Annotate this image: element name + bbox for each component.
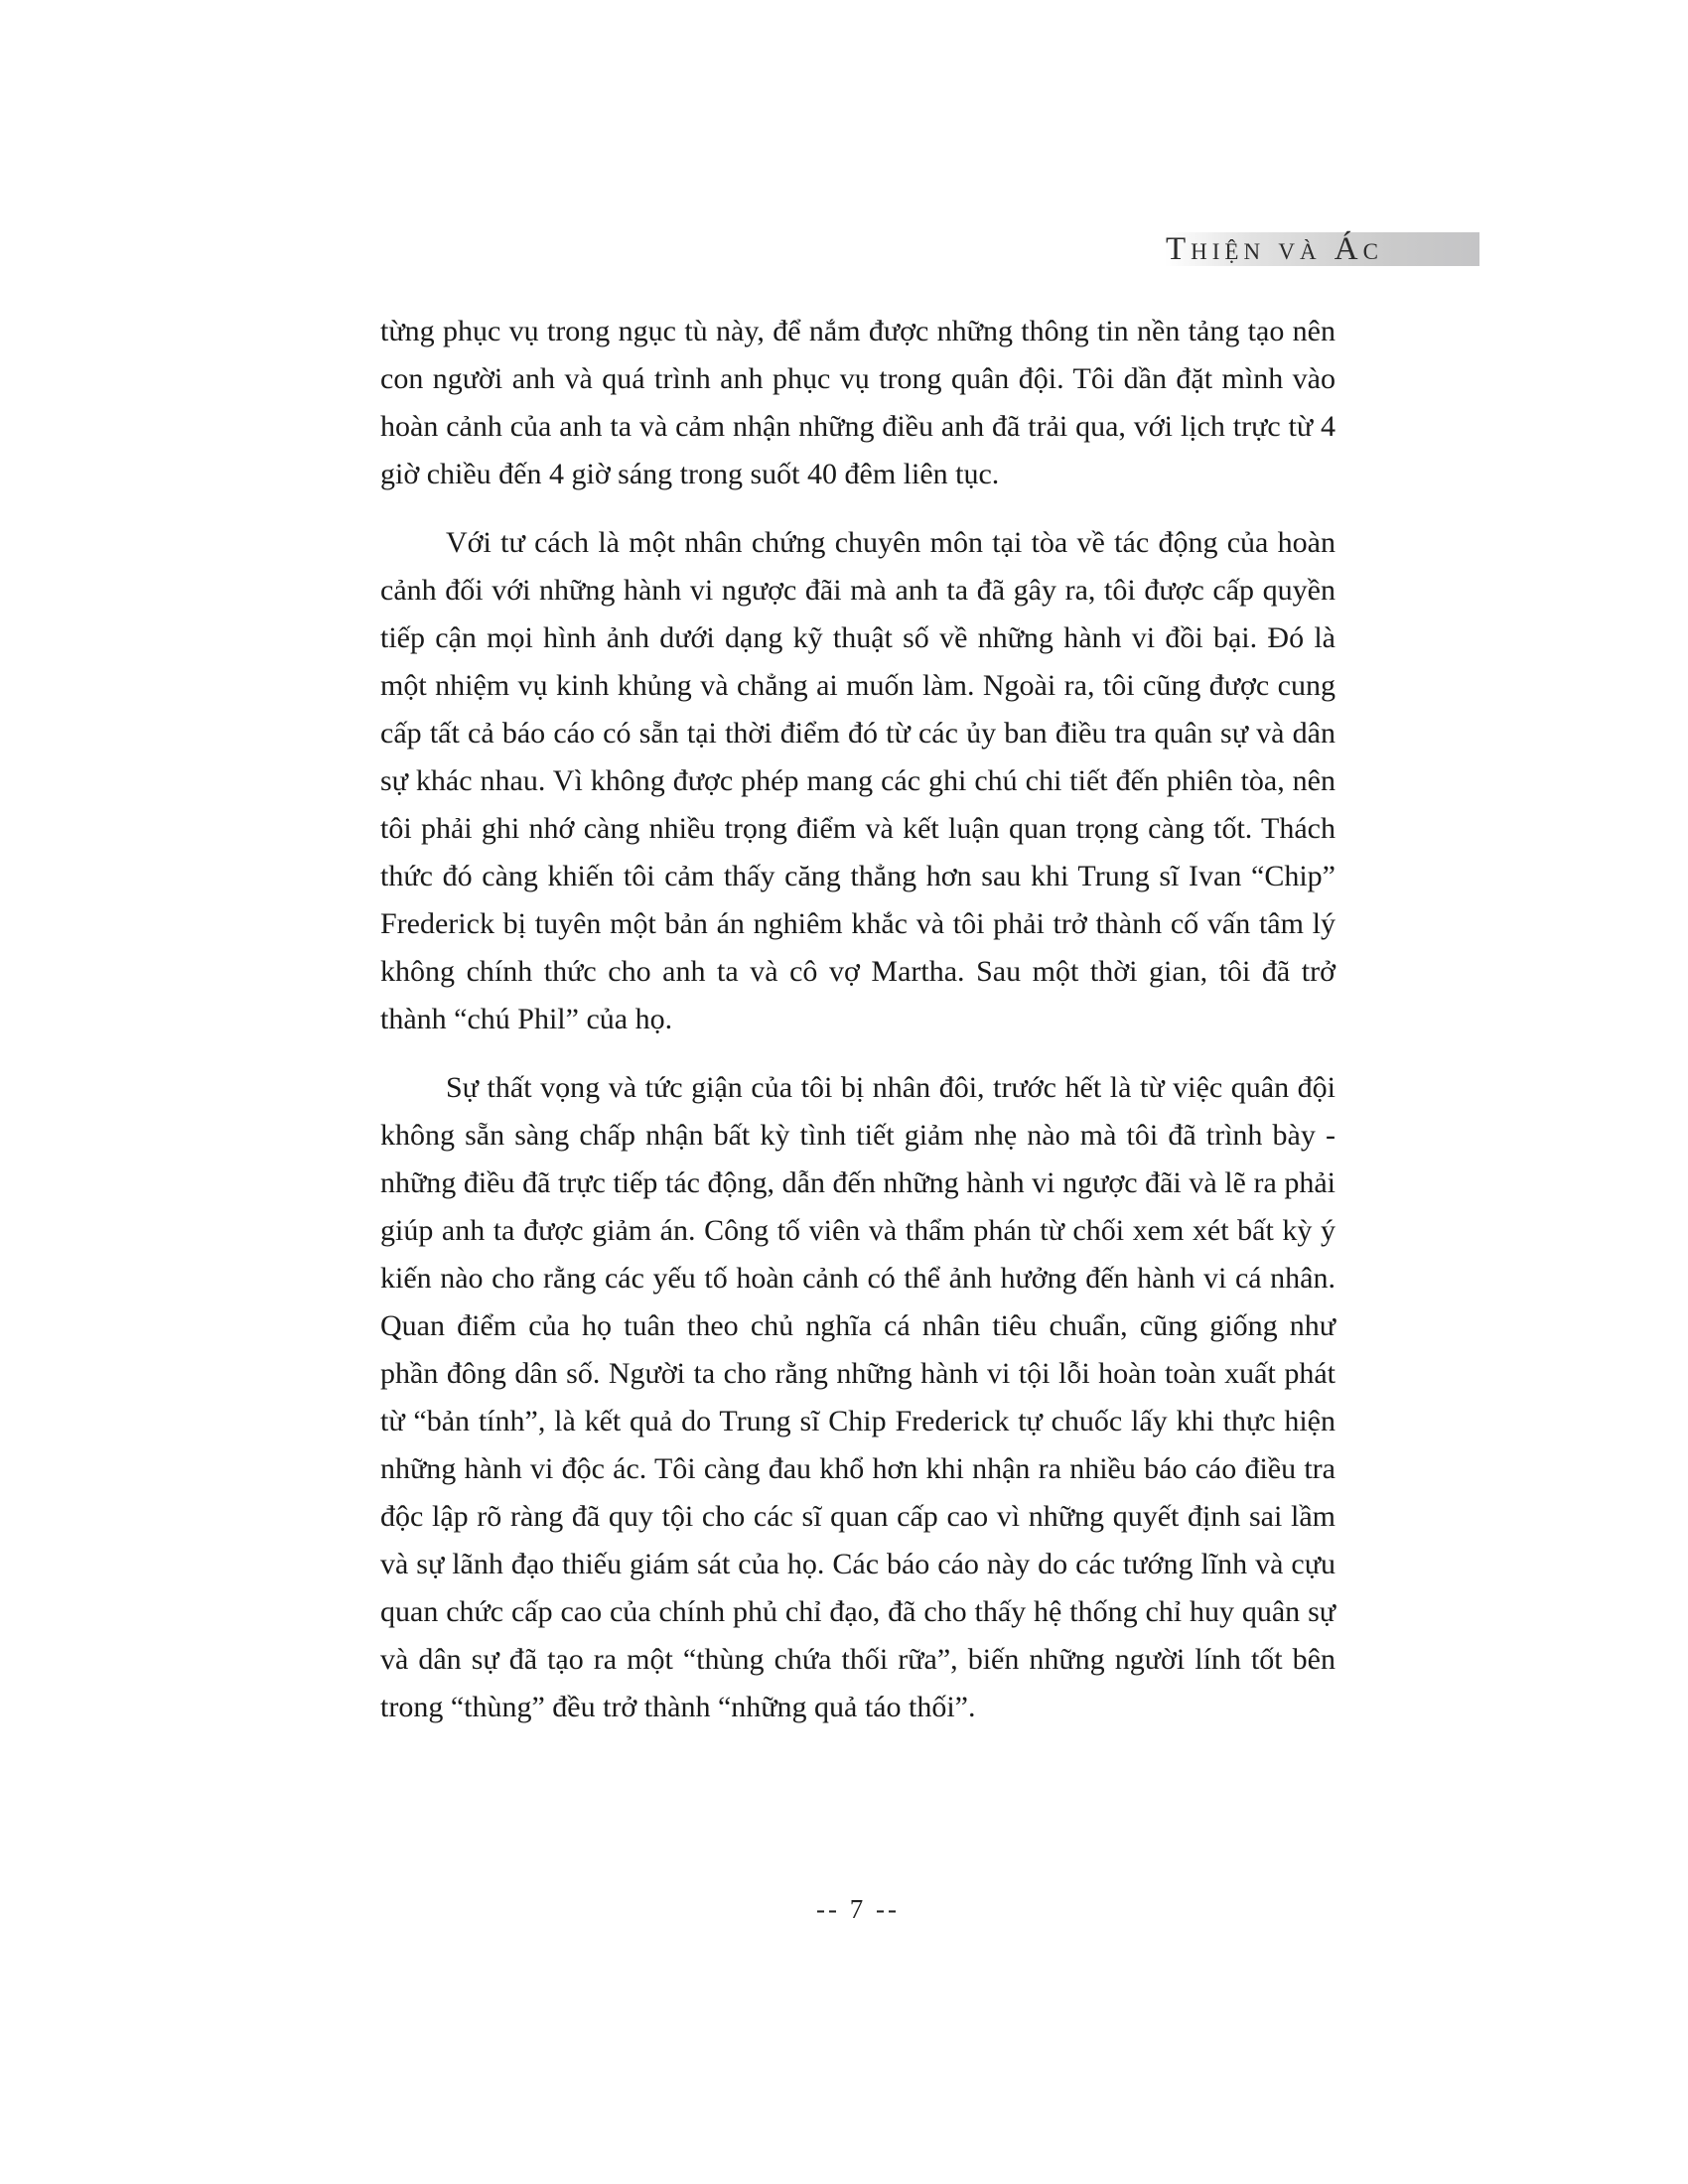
running-header-title: Thiện và Ác [1166, 231, 1383, 267]
running-header [1165, 232, 1479, 266]
page-body [380, 308, 1336, 1752]
page-number: -- 7 -- [816, 1894, 900, 1924]
paragraph-continuation: từng phục vụ trong ngục tù này, để nắm được những thông tin nền tảng tạo nên con người anh và quá trình anh phục vụ trong quân đội. Tôi dần đặt mình vào hoàn cảnh của anh ta và cảm nhận những điều anh đã trải qua, với lịch trực từ 4 giờ chiều đến 4 giờ sáng trong suốt 40 đêm liên tục. [380, 315, 1336, 490]
paragraph: Sự thất vọng và tức giận của tôi bị nhân đôi, trước hết là từ việc quân đội không sẵn sàng chấp nhận bất kỳ tình tiết giảm nhẹ nào mà tôi đã trình bày - những điều đã trực tiếp tác động, dẫn đến những hành vi ngược đãi và lẽ ra phải giúp anh ta được giảm án. Công tố viên và thẩm phán từ chối xem xét bất kỳ ý kiến nào cho rằng các yếu tố hoàn cảnh có thể ảnh hưởng đến hành vi cá nhân. Quan điểm của họ tuân theo chủ nghĩa cá nhân tiêu chuẩn, cũng giống như phần đông dân số. Người ta cho rằng những hành vi tội lỗi hoàn toàn xuất phát từ “bản tính”, là kết quả do Trung sĩ Chip Frederick tự chuốc lấy khi thực hiện những hành vi độc ác. Tôi càng đau khổ hơn khi nhận ra nhiều báo cáo điều tra độc lập rõ ràng đã quy tội cho các sĩ quan cấp cao vì những quyết định sai lầm và sự lãnh đạo thiếu giám sát của họ. Các báo cáo này do các tướng lĩnh và cựu quan chức cấp cao của chính phủ chỉ đạo, đã cho thấy hệ thống chỉ huy quân sự và dân sự đã tạo ra một “thùng chứa thối rữa”, biến những người lính tốt bên trong “thùng” đều trở thành “những quả táo thối”. [380, 1071, 1336, 1723]
paragraph: Với tư cách là một nhân chứng chuyên môn tại tòa về tác động của hoàn cảnh đối với những hành vi ngược đãi mà anh ta đã gây ra, tôi được cấp quyền tiếp cận mọi hình ảnh dưới dạng kỹ thuật số về những hành vi đồi bại. Đó là một nhiệm vụ kinh khủng và chẳng ai muốn làm. Ngoài ra, tôi cũng được cung cấp tất cả báo cáo có sẵn tại thời điểm đó từ các ủy ban điều tra quân sự và dân sự khác nhau. Vì không được phép mang các ghi chú chi tiết đến phiên tòa, nên tôi phải ghi nhớ càng nhiều trọng điểm và kết luận quan trọng càng tốt. Thách thức đó càng khiến tôi cảm thấy căng thẳng hơn sau khi Trung sĩ Ivan “Chip” Frederick bị tuyên một bản án nghiêm khắc và tôi phải trở thành cố vấn tâm lý không chính thức cho anh ta và cô vợ Martha. Sau một thời gian, tôi đã trở thành “chú Phil” của họ. [380, 526, 1336, 1035]
